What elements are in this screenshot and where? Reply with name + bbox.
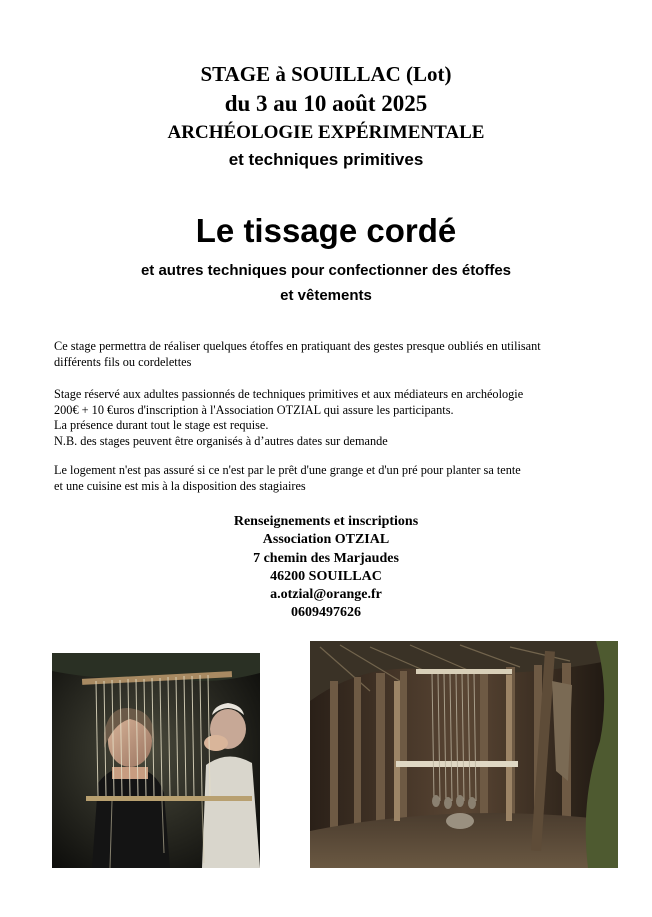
contact-block (0, 513, 652, 623)
paragraph-line: et une cuisine est mis à la disposition des stagiaires (54, 478, 306, 493)
header-line-stage: STAGE à SOUILLAC (Lot) (200, 62, 452, 86)
page-title: Le tissage cordé (195, 212, 457, 249)
paragraph-conditions (54, 387, 614, 449)
contact-city: 46200 SOUILLAC (270, 568, 382, 584)
paragraph-description (54, 339, 614, 370)
contact-organization: Association OTZIAL (262, 532, 390, 548)
contact-street: 7 chemin des Marjaudes (253, 550, 399, 566)
contact-phone[interactable]: 0609497626 (291, 605, 361, 621)
paragraph-line: 200€ + 10 €uros d'inscription à l'Association OTZIAL qui assure les participants. (54, 402, 454, 417)
paragraph-line: Ce stage permettra de réaliser quelques étoffes en pratiquant des gestes presque oubliés en utilisant (54, 339, 541, 353)
paragraph-line: différents fils ou cordelettes (54, 354, 192, 369)
paragraph-line: Stage réservé aux adultes passionnés de techniques primitives et aux médiateurs en archéologie (54, 387, 524, 401)
header-line-archaeology: ARCHÉOLOGIE EXPÉRIMENTALE (167, 122, 485, 143)
subtitle-line-2: et vêtements (280, 287, 372, 304)
photo-loom-hut (310, 641, 618, 868)
photo-weaving-people (52, 653, 260, 868)
contact-heading: Renseignements et inscriptions (233, 514, 419, 529)
header-line-dates: du 3 au 10 août 2025 (224, 91, 428, 116)
paragraph-line: N.B. des stages peuvent être organisés à d’autres dates sur demande (54, 433, 388, 448)
contact-email[interactable]: a.otzial@orange.fr (270, 587, 382, 603)
paragraph-lodging (54, 463, 614, 494)
paragraph-line: La présence durant tout le stage est requise. (54, 418, 269, 432)
paragraph-line: Le logement n'est pas assuré si ce n'est par le prêt d'une grange et d'un pré pour planter sa tente (54, 463, 521, 477)
header-line-techniques: et techniques primitives (228, 150, 424, 169)
subtitle-line-1: et autres techniques pour confectionner des étoffes (140, 262, 512, 279)
